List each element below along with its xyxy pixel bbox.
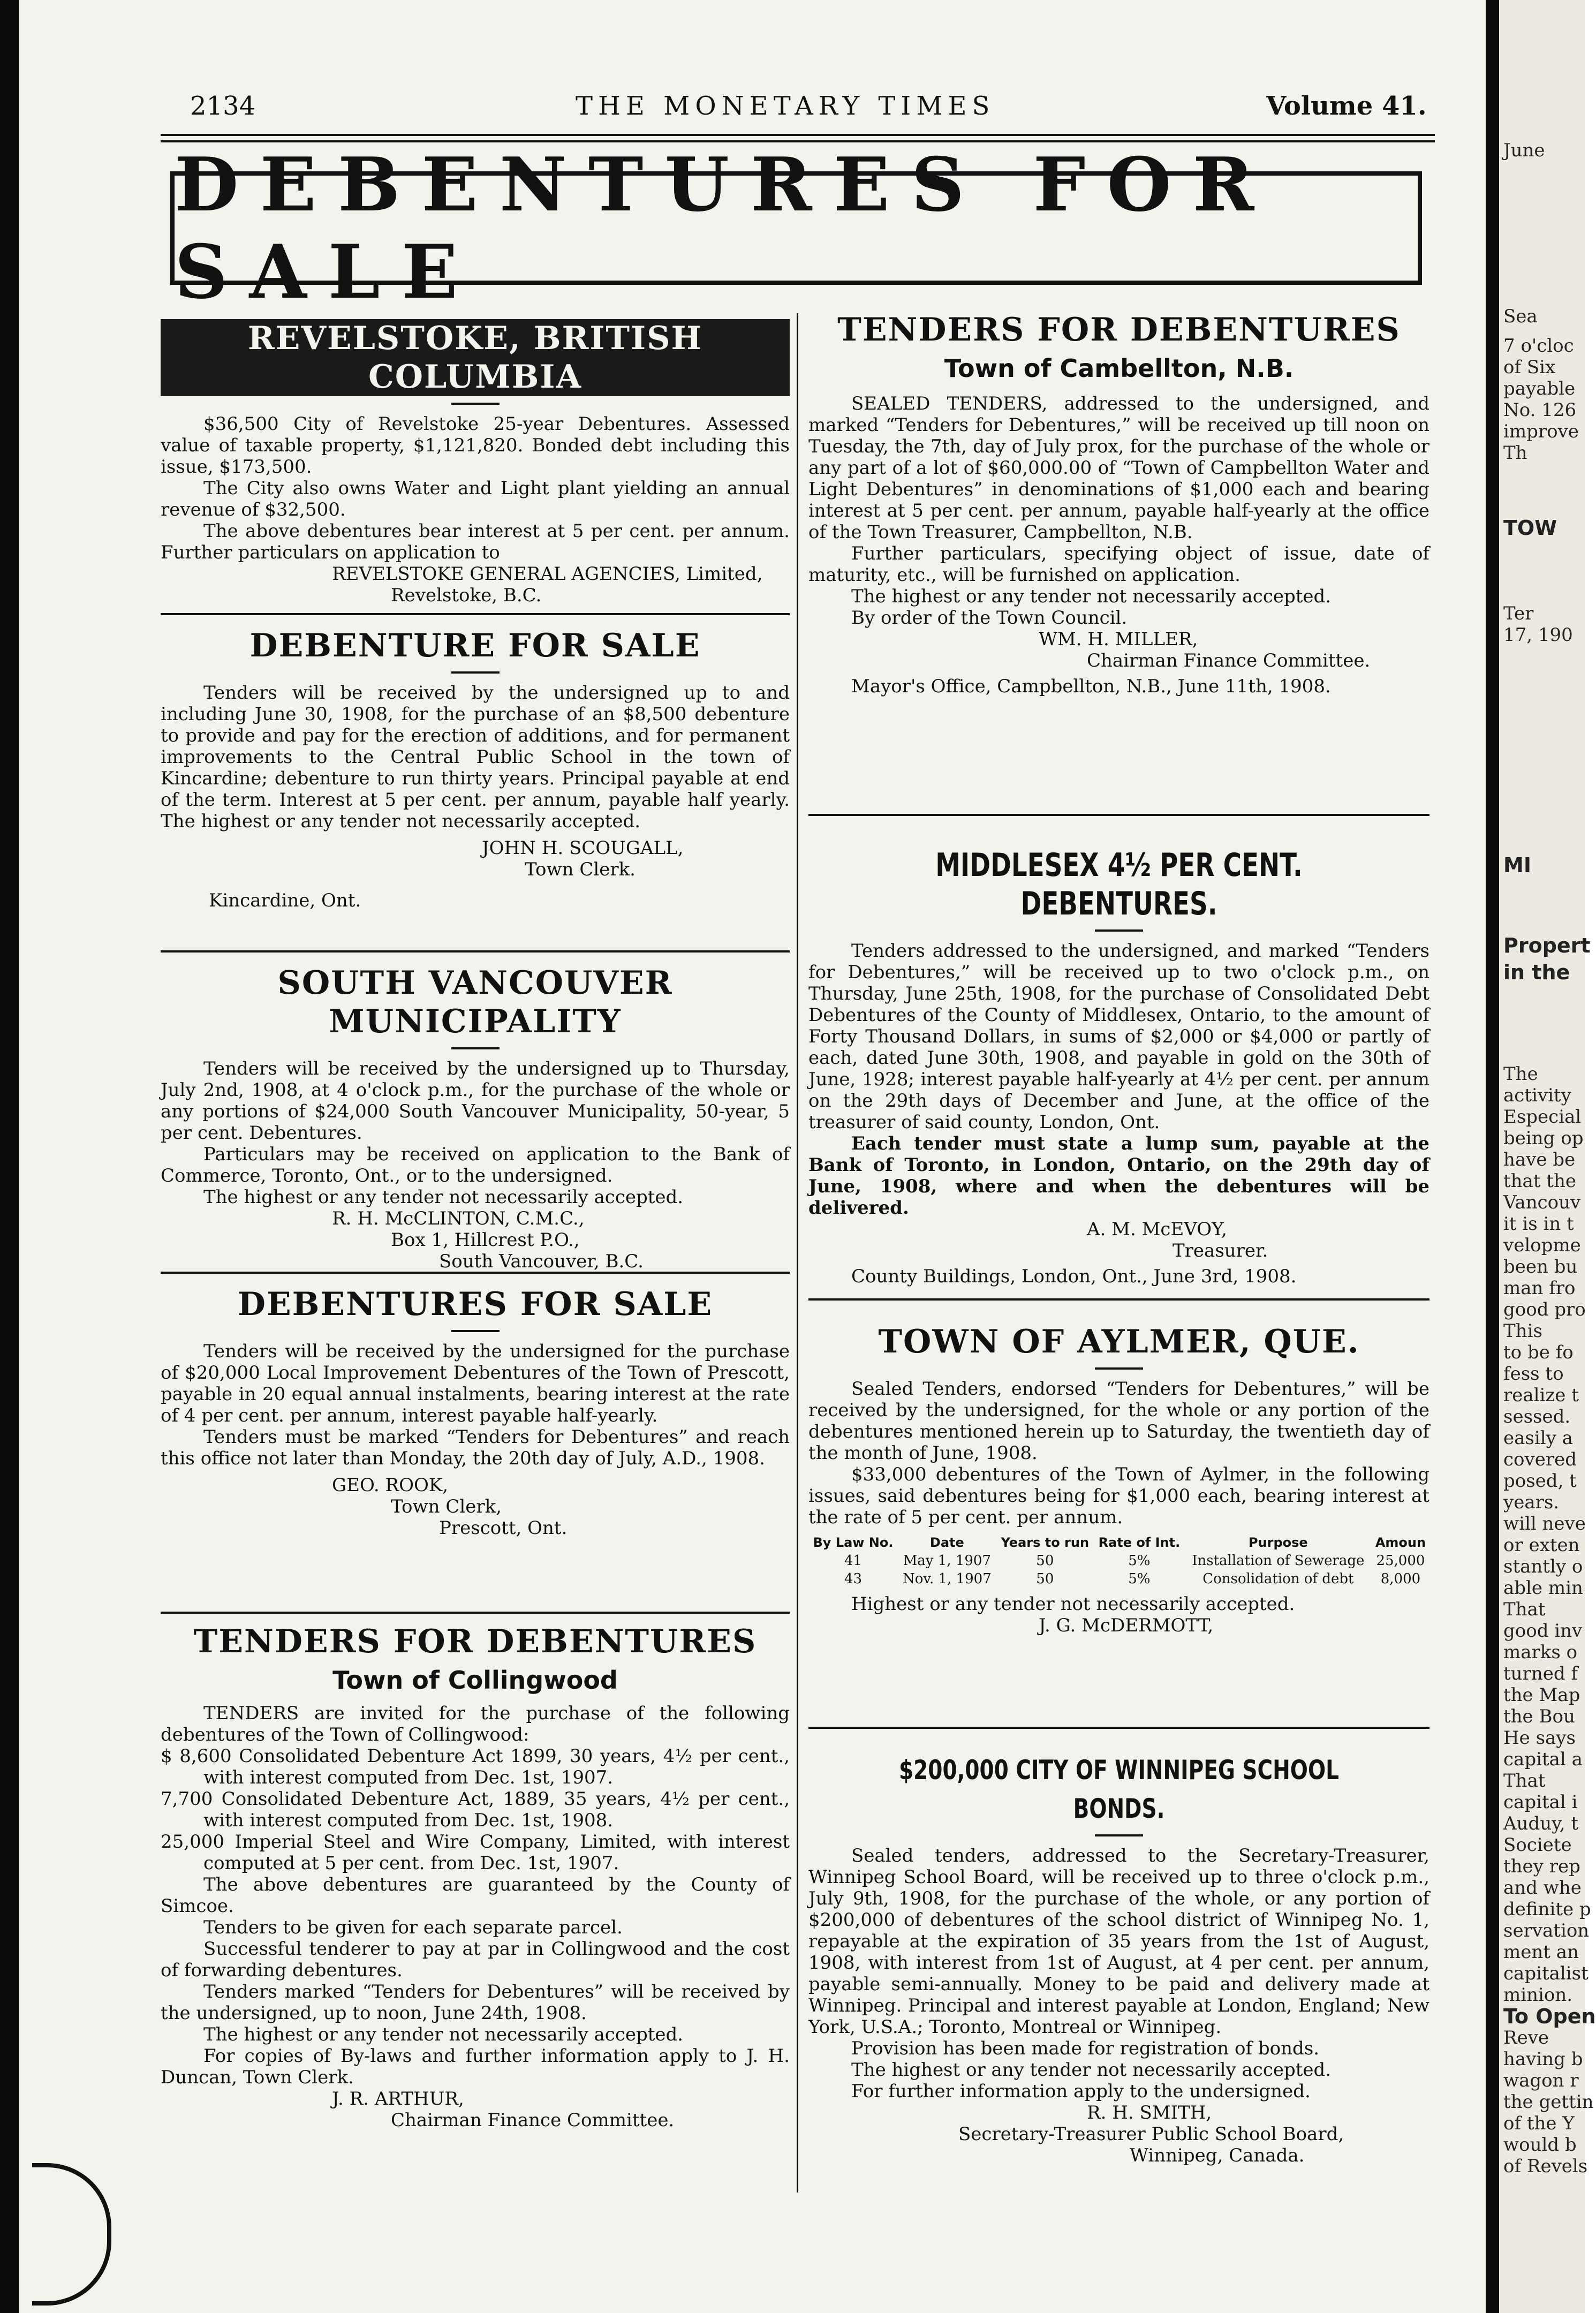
ad-heading: REVELSTOKE, BRITISH COLUMBIA (161, 319, 790, 396)
ad-signature: Box 1, Hillcrest P.O., (391, 1229, 580, 1251)
ad-kincardine (161, 626, 790, 911)
facing-page-text-fragment: been bu (1503, 1256, 1578, 1278)
ad-signature: Town Clerk. (525, 859, 636, 880)
issues-table (808, 1533, 1429, 1588)
facing-page-text-fragment: the Bou (1503, 1706, 1575, 1727)
column-header: Purpose (1248, 1535, 1308, 1550)
ad-paragraph: $36,500 City of Revelstoke 25-year Debentures. Assessed value of taxable property, $1,121,820. Bonded debt including this issue, $173,500. (161, 413, 790, 478)
banner-title: DEBENTURES FOR SALE (175, 141, 1276, 315)
facing-page-text-fragment: Ter (1503, 603, 1534, 624)
facing-page-text-fragment: years. (1503, 1492, 1560, 1513)
facing-page-text-fragment: realize t (1503, 1385, 1579, 1406)
facing-page-text-fragment: payable (1503, 378, 1576, 399)
ad-signature: Secretary-Treasurer Public School Board, (958, 2123, 1344, 2145)
ad-middlesex (808, 846, 1429, 1287)
facing-page-text-fragment: servation (1503, 1920, 1590, 1941)
section-rule (161, 1272, 790, 1274)
facing-page-text-fragment: stantly o (1503, 1556, 1583, 1577)
facing-page-text-fragment: Sea (1503, 306, 1538, 327)
ad-paragraph: Tenders marked “Tenders for Debentures” will be received by the undersigned, up to noon, June 24th, 1908. (161, 1981, 790, 2024)
table-cell: 41 (844, 1553, 863, 1569)
facing-page-text-fragment: activity (1503, 1085, 1571, 1106)
facing-page-text-fragment: have be (1503, 1149, 1576, 1170)
column-header: By Law No. (813, 1535, 894, 1550)
facing-page-text-fragment: posed, t (1503, 1470, 1577, 1492)
ad-heading: TOWN OF AYLMER, QUE. (878, 1323, 1360, 1360)
column-header: Amoun (1375, 1535, 1426, 1550)
ad-signature: A. M. McEVOY, (1087, 1219, 1227, 1240)
ad-paragraph: For copies of By-laws and further information apply to J. H. Duncan, Town Clerk. (161, 2045, 790, 2088)
facing-page-text-fragment: improve (1503, 421, 1579, 442)
ad-signature: South Vancouver, B.C. (439, 1251, 644, 1272)
table-cell: 50 (1036, 1571, 1054, 1587)
ad-paragraph: Successful tenderer to pay at par in Collingwood and the cost of forwarding debentures. (161, 1938, 790, 1981)
ad-dateline: County Buildings, London, Ont., June 3rd, 1908. (851, 1266, 1297, 1287)
facing-page-text-fragment: being op (1503, 1128, 1584, 1149)
ad-south-vancouver (161, 964, 790, 1272)
section-rule (808, 1727, 1429, 1729)
ad-signature: Revelstoke, B.C. (391, 585, 542, 606)
table-cell: 25,000 (1376, 1553, 1425, 1569)
facing-page-text-fragment: 17, 190 (1503, 624, 1573, 646)
ad-bold-paragraph: Each tender must state a lump sum, payable at the Bank of Toronto, in London, Ontario, on the 29th day of June, 1908, where and when the debentures will be delivered. (808, 1133, 1429, 1219)
table-cell: 5% (1128, 1553, 1151, 1569)
facing-page-text-fragment: sessed. (1503, 1406, 1571, 1427)
facing-page-text-fragment: wagon r (1503, 2070, 1579, 2091)
ad-signature: REVELSTOKE GENERAL AGENCIES, Limited, (332, 563, 763, 585)
table-cell: May 1, 1907 (903, 1553, 992, 1569)
ad-dateline: Mayor's Office, Campbellton, N.B., June 11th, 1908. (851, 676, 1331, 697)
column-header: Date (929, 1535, 964, 1550)
ad-paragraph: Tenders to be given for each separate parcel. (203, 1917, 623, 1938)
ad-paragraph: Tenders will be received by the undersigned for the purchase of $20,000 Local Improvement Debentures of the Town of Prescott, payable in 20 equal annual instalments, bearing interest at the rate of 4 per cent. per annum, interest payable half-yearly. (161, 1341, 790, 1426)
header-rule-top (161, 134, 1435, 136)
facing-page-text-fragment: of Revels (1503, 2156, 1588, 2177)
ad-paragraph: Particulars may be received on application to the Bank of Commerce, Toronto, Ont., or to the undersigned. (161, 1144, 790, 1186)
page-number: 2134 (190, 91, 256, 121)
facing-page-text-fragment: fess to (1503, 1363, 1564, 1385)
binding-ring-graphic (32, 2163, 111, 2306)
table-cell: 43 (844, 1571, 863, 1587)
ad-aylmer (808, 1322, 1429, 1636)
ad-heading: DEBENTURES FOR SALE (237, 1286, 713, 1323)
facing-page-text-fragment: 7 o'cloc (1503, 335, 1574, 357)
ad-signature: R. H. McCLINTON, C.M.C., (332, 1208, 585, 1229)
ad-paragraph: The City also owns Water and Light plant yielding an annual revenue of $32,500. (161, 478, 790, 520)
facing-page-text-fragment: that the (1503, 1170, 1576, 1192)
ad-signature: Treasurer. (1173, 1240, 1268, 1261)
heading-dash (451, 671, 500, 674)
ad-intro: TENDERS are invited for the purchase of the following debentures of the Town of Collingwood: (161, 1703, 790, 1745)
ad-place: Kincardine, Ont. (209, 890, 361, 911)
ad-signature: GEO. ROOK, (332, 1475, 449, 1496)
facing-page-text-fragment: capital a (1503, 1749, 1583, 1770)
heading-dash (451, 1330, 500, 1332)
ad-paragraph: Sealed tenders, addressed to the Secretary-Treasurer, Winnipeg School Board, will be received up to three o'clock p.m., July 9th, 1908, for the purchase of the whole, or any portion of $200,000 of debentures of the school district of Winnipeg No. 1, repayable at the expiration of 35 years from the 1st of August, 1908, with interest from 1st of August, at 4 per cent. per annum, payable semi-annually. Money to be paid and delivery made at Winnipeg. Principal and interest payable at London, England; New York, U.S.A.; Toronto, Montreal or Winnipeg. (808, 1845, 1429, 2038)
ad-subheading: Town of Cambellton, N.B. (944, 354, 1294, 383)
ad-closing: Highest or any tender not necessarily accepted. (851, 1593, 1295, 1615)
facing-page-text-fragment: in the (1503, 961, 1570, 984)
table-cell: Consolidation of debt (1202, 1571, 1354, 1587)
ad-signature: Chairman Finance Committee. (1087, 650, 1371, 671)
section-rule (161, 950, 790, 953)
ad-paragraph: For further information apply to the undersigned. (851, 2081, 1311, 2102)
facing-page-text-fragment: man fro (1503, 1278, 1576, 1299)
ad-signature: Prescott, Ont. (439, 1517, 568, 1539)
facing-page-text-fragment: TOW (1503, 516, 1557, 540)
heading-dash (1095, 929, 1143, 932)
ad-paragraph: SEALED TENDERS, addressed to the undersigned, and marked “Tenders for Debentures,” will be received up till noon on Tuesday, the 7th, day of July prox, for the purchase of the whole or any part of a lot of $60,000.00 of “Town of Campbellton Water and Light Debentures” in denominations of $1,000 each and bearing interest at 5 per cent. per annum, payable half-yearly at the office of the Town Treasurer, Campbellton, N.B. (808, 393, 1429, 543)
publication-title: THE MONETARY TIMES (576, 91, 995, 121)
facing-page-text-fragment: ment an (1503, 1941, 1579, 1963)
ad-paragraph: The highest or any tender not necessarily accepted. (203, 1186, 684, 1208)
facing-page-text-fragment: That (1503, 1599, 1546, 1620)
debenture-item: $ 8,600 Consolidated Debenture Act 1899, 30 years, 4½ per cent., with interest computed from Dec. 1st, 1907. (161, 1745, 790, 1788)
ad-signature: Winnipeg, Canada. (1130, 2145, 1305, 2166)
ad-signature: Chairman Finance Committee. (391, 2110, 675, 2131)
facing-page-text-fragment: capitalist (1503, 1963, 1589, 1984)
ad-heading: SOUTH VANCOUVER MUNICIPALITY (277, 964, 673, 1040)
heading-dash (1095, 1367, 1143, 1370)
table-cell: 8,000 (1380, 1571, 1421, 1587)
ad-prescott (161, 1285, 790, 1539)
ad-signature: Town Clerk, (391, 1496, 502, 1517)
facing-page-text-fragment: covered (1503, 1449, 1577, 1470)
column-divider (797, 313, 798, 2193)
facing-page-text-fragment: Vancouv (1503, 1192, 1581, 1213)
ad-paragraph: Provision has been made for registration of bonds. (851, 2038, 1320, 2059)
ad-paragraph: Sealed Tenders, endorsed “Tenders for Debentures,” will be received by the undersigned, for the whole or any portion of the debentures mentioned herein up to Saturday, the twentieth day of the month of June, 1908. (808, 1378, 1429, 1464)
ad-heading: DEBENTURE FOR SALE (249, 627, 701, 664)
facing-page-text-fragment: The (1503, 1063, 1538, 1085)
ad-heading: TENDERS FOR DEBENTURES (837, 311, 1401, 349)
ad-paragraph: The highest or any tender not necessarily accepted. (851, 586, 1332, 607)
facing-page-text-fragment: and whe (1503, 1877, 1582, 1899)
section-rule (161, 613, 790, 615)
ad-subheading: Town of Collingwood (332, 1666, 618, 1695)
ad-paragraph: Tenders addressed to the undersigned, and marked “Tenders for Debentures,” will be received up to two o'clock p.m., on Thursday, June 25th, 1908, for the purchase of Consolidated Debt Debentures of the County of Middlesex, Ontario, to the amount of Forty Thousand Dollars, in sums of $2,000 or $4,000 or partly of each, dated June 30th, 1908, and payable in gold on the 30th of June, 1928; interest payable half-yearly at 4½ per cent. per annum on the 29th days of December and June, at the office of the treasurer of said county, London, Ont. (808, 940, 1429, 1133)
table-header-row (808, 1533, 1429, 1552)
facing-page-text-fragment: good pro (1503, 1299, 1586, 1320)
ad-paragraph: The highest or any tender not necessarily accepted. (203, 2024, 684, 2045)
facing-page-text-fragment: marks o (1503, 1642, 1578, 1663)
heading-dash (451, 403, 500, 405)
table-row (808, 1552, 1429, 1570)
table-cell: 50 (1036, 1553, 1054, 1569)
facing-page-text-fragment: of the Y (1503, 2113, 1575, 2134)
facing-page-text-fragment: it is in t (1503, 1213, 1574, 1235)
ad-heading: MIDDLESEX 4½ PER CENT. DEBENTURES. (935, 846, 1303, 923)
facing-page-text-fragment: to be fo (1503, 1342, 1574, 1363)
ad-collingwood (161, 1622, 790, 2131)
facing-page-text-fragment: Reve (1503, 2027, 1549, 2049)
facing-page-text-fragment: June (1503, 140, 1545, 161)
facing-page-text-fragment: able min (1503, 1577, 1583, 1599)
facing-page-text-fragment: definite p (1503, 1899, 1591, 1920)
ad-signature: JOHN H. SCOUGALL, (482, 837, 684, 859)
facing-page-text-fragment: MI (1503, 853, 1531, 877)
table-row (808, 1570, 1429, 1588)
table-cell: 5% (1128, 1571, 1151, 1587)
facing-page-text-fragment: Especial (1503, 1106, 1582, 1128)
scan-left-edge (0, 0, 19, 2313)
ad-paragraph: The above debentures are guaranteed by the County of Simcoe. (161, 1874, 790, 1917)
facing-page-text-fragment: Societe (1503, 1834, 1572, 1856)
facing-page-text-fragment: To Open (1503, 2005, 1596, 2028)
debenture-item: 25,000 Imperial Steel and Wire Company, Limited, with interest computed at 5 per cent. from Dec. 1st, 1907. (161, 1831, 790, 1874)
facing-page-text-fragment: Propert (1503, 934, 1591, 957)
ad-heading: TENDERS FOR DEBENTURES (193, 1623, 757, 1660)
ad-paragraph: Tenders will be received by the undersigned up to and including June 30, 1908, for the purchase of an $8,500 debenture to provide and pay for the erection of additions, and for permanent improvements to the Central Public School in the town of Kincardine; debenture to run thirty years. Principal payable at end of the term. Interest at 5 per cent. per annum, payable half yearly. The highest or any tender not necessarily accepted. (161, 682, 790, 832)
ad-heading: $200,000 CITY OF WINNIPEG SCHOOL BONDS. (899, 1755, 1339, 1824)
banner-box (170, 141, 1422, 315)
facing-page-text-fragment: good inv (1503, 1620, 1583, 1642)
facing-page-text-fragment: of Six (1503, 357, 1556, 378)
facing-page-text-fragment: He says (1503, 1727, 1576, 1749)
facing-page-text-fragment: No. 126 (1503, 399, 1577, 421)
ad-signature: J. G. McDERMOTT, (1039, 1615, 1214, 1636)
ad-signature: WM. H. MILLER, (1039, 629, 1198, 650)
ad-campbellton (808, 311, 1429, 697)
facing-page-text-fragment: capital i (1503, 1792, 1578, 1813)
facing-page-text-fragment: Th (1503, 442, 1527, 464)
facing-page-text-fragment: Auduy, t (1503, 1813, 1579, 1834)
facing-page-text-fragment: they rep (1503, 1856, 1580, 1877)
facing-page-text-fragment: the gettin (1503, 2091, 1594, 2113)
facing-page-text-fragment: will neve (1503, 1513, 1586, 1535)
heading-dash (1095, 1834, 1143, 1836)
ad-paragraph: Further particulars, specifying object of issue, date of maturity, etc., will be furnished on application. (808, 543, 1429, 586)
facing-page-text-fragment: minion. (1503, 1984, 1573, 2006)
table-cell: Nov. 1, 1907 (902, 1571, 992, 1587)
column-header: Rate of Int. (1098, 1535, 1181, 1550)
facing-page-text-fragment: That (1503, 1770, 1546, 1792)
ad-signature: J. R. ARTHUR, (332, 2088, 464, 2110)
volume-label: Volume 41. (1266, 91, 1427, 121)
heading-dash (451, 1047, 500, 1049)
facing-page-text-fragment: would b (1503, 2134, 1577, 2156)
ad-paragraph: The above debentures bear interest at 5 per cent. per annum. Further particulars on application to (161, 520, 790, 563)
section-rule (808, 1298, 1429, 1301)
debenture-item: 7,700 Consolidated Debenture Act, 1889, 35 years, 4½ per cent., with interest computed from Dec. 1st, 1908. (161, 1788, 790, 1831)
facing-page-text-fragment: the Map (1503, 1684, 1580, 1706)
ad-paragraph: By order of the Town Council. (851, 607, 1128, 629)
ad-paragraph: The highest or any tender not necessarily accepted. (851, 2059, 1332, 2081)
ad-winnipeg (808, 1751, 1429, 2166)
section-rule (808, 814, 1429, 816)
facing-page-text-fragment: or exten (1503, 1535, 1580, 1556)
facing-page-text-fragment: turned f (1503, 1663, 1578, 1684)
facing-page-text-fragment: velopme (1503, 1235, 1581, 1256)
table-cell: Installation of Sewerage (1192, 1553, 1365, 1569)
ad-revelstoke (161, 319, 790, 606)
ad-paragraph: Tenders must be marked “Tenders for Debentures” and reach this office not later than Monday, the 20th day of July, A.D., 1908. (161, 1426, 790, 1469)
ad-signature: R. H. SMITH, (1087, 2102, 1212, 2123)
section-rule (161, 1612, 790, 1614)
facing-page-text-fragment: This (1503, 1320, 1542, 1342)
facing-page-text-fragment: having b (1503, 2049, 1583, 2070)
facing-page-text-fragment: easily a (1503, 1427, 1573, 1449)
column-header: Years to run (1001, 1535, 1090, 1550)
ad-paragraph: $33,000 debentures of the Town of Aylmer, in the following issues, said debentures being for $1,000 each, bearing interest at the rate of 5 per cent. per annum. (808, 1464, 1429, 1528)
ad-paragraph: Tenders will be received by the undersigned up to Thursday, July 2nd, 1908, at 4 o'clock p.m., for the purchase of the whole or any portions of $24,000 South Vancouver Municipality, 50-year, 5 per cent. Debentures. (161, 1058, 790, 1144)
